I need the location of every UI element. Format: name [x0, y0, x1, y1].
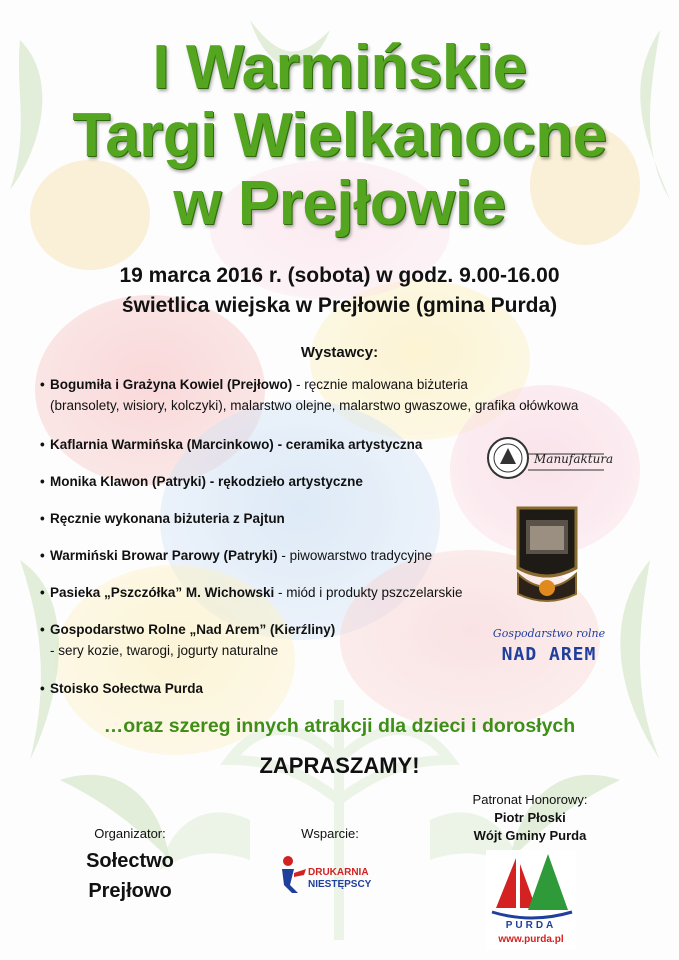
brewery-badge-icon — [512, 504, 582, 604]
attractions-line: …oraz szereg innych atrakcji dla dzieci i dorosłych — [103, 715, 576, 737]
manufaktura-text: Manufaktura — [534, 452, 614, 466]
exhibitor-item-1 — [40, 374, 630, 416]
support-label: Wsparcie: — [301, 826, 359, 841]
exhibitor-name: Ręcznie wykonana biżuteria z Pajtun — [50, 511, 285, 526]
bullet-icon: • — [40, 437, 45, 452]
drukarnia-line-1: DRUKARNIA — [308, 867, 369, 878]
patron-role: Wójt Gminy Purda — [473, 828, 587, 843]
exhibitor-name: Stoisko Sołectwa Purda — [50, 681, 204, 696]
bullet-icon: • — [40, 585, 45, 600]
exhibitor-desc: - rękodzieło artystyczne — [206, 474, 363, 489]
organizer-label: Organizator: — [94, 826, 166, 841]
drukarnia-line-2: NIESTĘPSCY — [308, 879, 372, 890]
drukarnia-figure-icon — [278, 855, 308, 895]
exhibitor-name: Kaflarnia Warmińska (Marcinkowo) — [50, 437, 274, 452]
event-date: 19 marca 2016 r. (sobota) w godz. 9.00-16.00 — [119, 264, 560, 287]
exhibitor-item-3 — [40, 471, 363, 492]
organizer-line-2: Prejłowo — [88, 880, 172, 902]
bullet-icon: • — [40, 681, 45, 696]
manufaktura-logo — [486, 430, 614, 488]
bullet-icon: • — [40, 548, 45, 563]
exhibitor-name: Pasieka „Pszczółka” M. Wichowski — [50, 585, 275, 600]
title-line-1: I Warmińskie — [152, 33, 527, 102]
purda-sail-tree-icon — [486, 850, 576, 922]
browar-logo — [512, 504, 582, 604]
organizer-line-1: Sołectwo — [86, 850, 174, 872]
exhibitor-item-4 — [40, 508, 285, 529]
title-line-2: Targi Wielkanocne — [72, 101, 607, 170]
exhibitor-name: Monika Klawon (Patryki) — [50, 474, 207, 489]
exhibitor-item-6 — [40, 582, 463, 603]
exhibitor-desc: - ręcznie malowana biżuteria — [292, 377, 468, 392]
purda-logo — [486, 850, 576, 950]
title-line-3: w Prejłowie — [173, 169, 506, 238]
bullet-icon: • — [40, 622, 45, 637]
bullet-icon: • — [40, 377, 45, 392]
exhibitor-desc: - ceramika artystyczna — [273, 437, 423, 452]
nad-arem-main: NAD AREM — [501, 644, 597, 665]
exhibitor-item-8 — [40, 678, 204, 699]
purda-text: PURDA — [505, 920, 557, 931]
exhibitors-heading: Wystawcy: — [300, 344, 379, 361]
bullet-icon: • — [40, 474, 45, 489]
exhibitor-item-2 — [40, 434, 423, 455]
exhibitor-item-5 — [40, 545, 433, 566]
exhibitor-desc: - piwowarstwo tradycyjne — [277, 548, 433, 563]
patron-name: Piotr Płoski — [494, 810, 566, 825]
purda-url[interactable]: www.purda.pl — [498, 934, 564, 945]
exhibitor-desc-2: - sery kozie, twarogi, jogurty naturalne — [50, 643, 279, 658]
nad-arem-top: Gospodarstwo rolne — [492, 627, 606, 640]
patronage-label: Patronat Honorowy: — [472, 792, 588, 807]
nad-arem-logo — [484, 627, 614, 667]
bullet-icon: • — [40, 511, 45, 526]
exhibitor-desc-2: (bransolety, wisiory, kolczyki), malarstwo olejne, malarstwo gwaszowe, grafika ołówkowa — [50, 398, 579, 413]
exhibitor-name: Bogumiła i Grażyna Kowiel (Prejłowo) — [50, 377, 293, 392]
invite-heading: ZAPRASZAMY! — [259, 753, 420, 778]
exhibitor-name: Gospodarstwo Rolne „Nad Arem” (Kierźliny) — [50, 622, 336, 637]
drukarnia-logo — [278, 855, 388, 895]
exhibitor-name: Warmiński Browar Parowy (Patryki) — [50, 548, 278, 563]
event-place: świetlica wiejska w Prejłowie (gmina Purda) — [121, 294, 558, 317]
exhibitor-desc: - miód i produkty pszczelarskie — [274, 585, 463, 600]
exhibitor-item-7 — [40, 619, 336, 640]
